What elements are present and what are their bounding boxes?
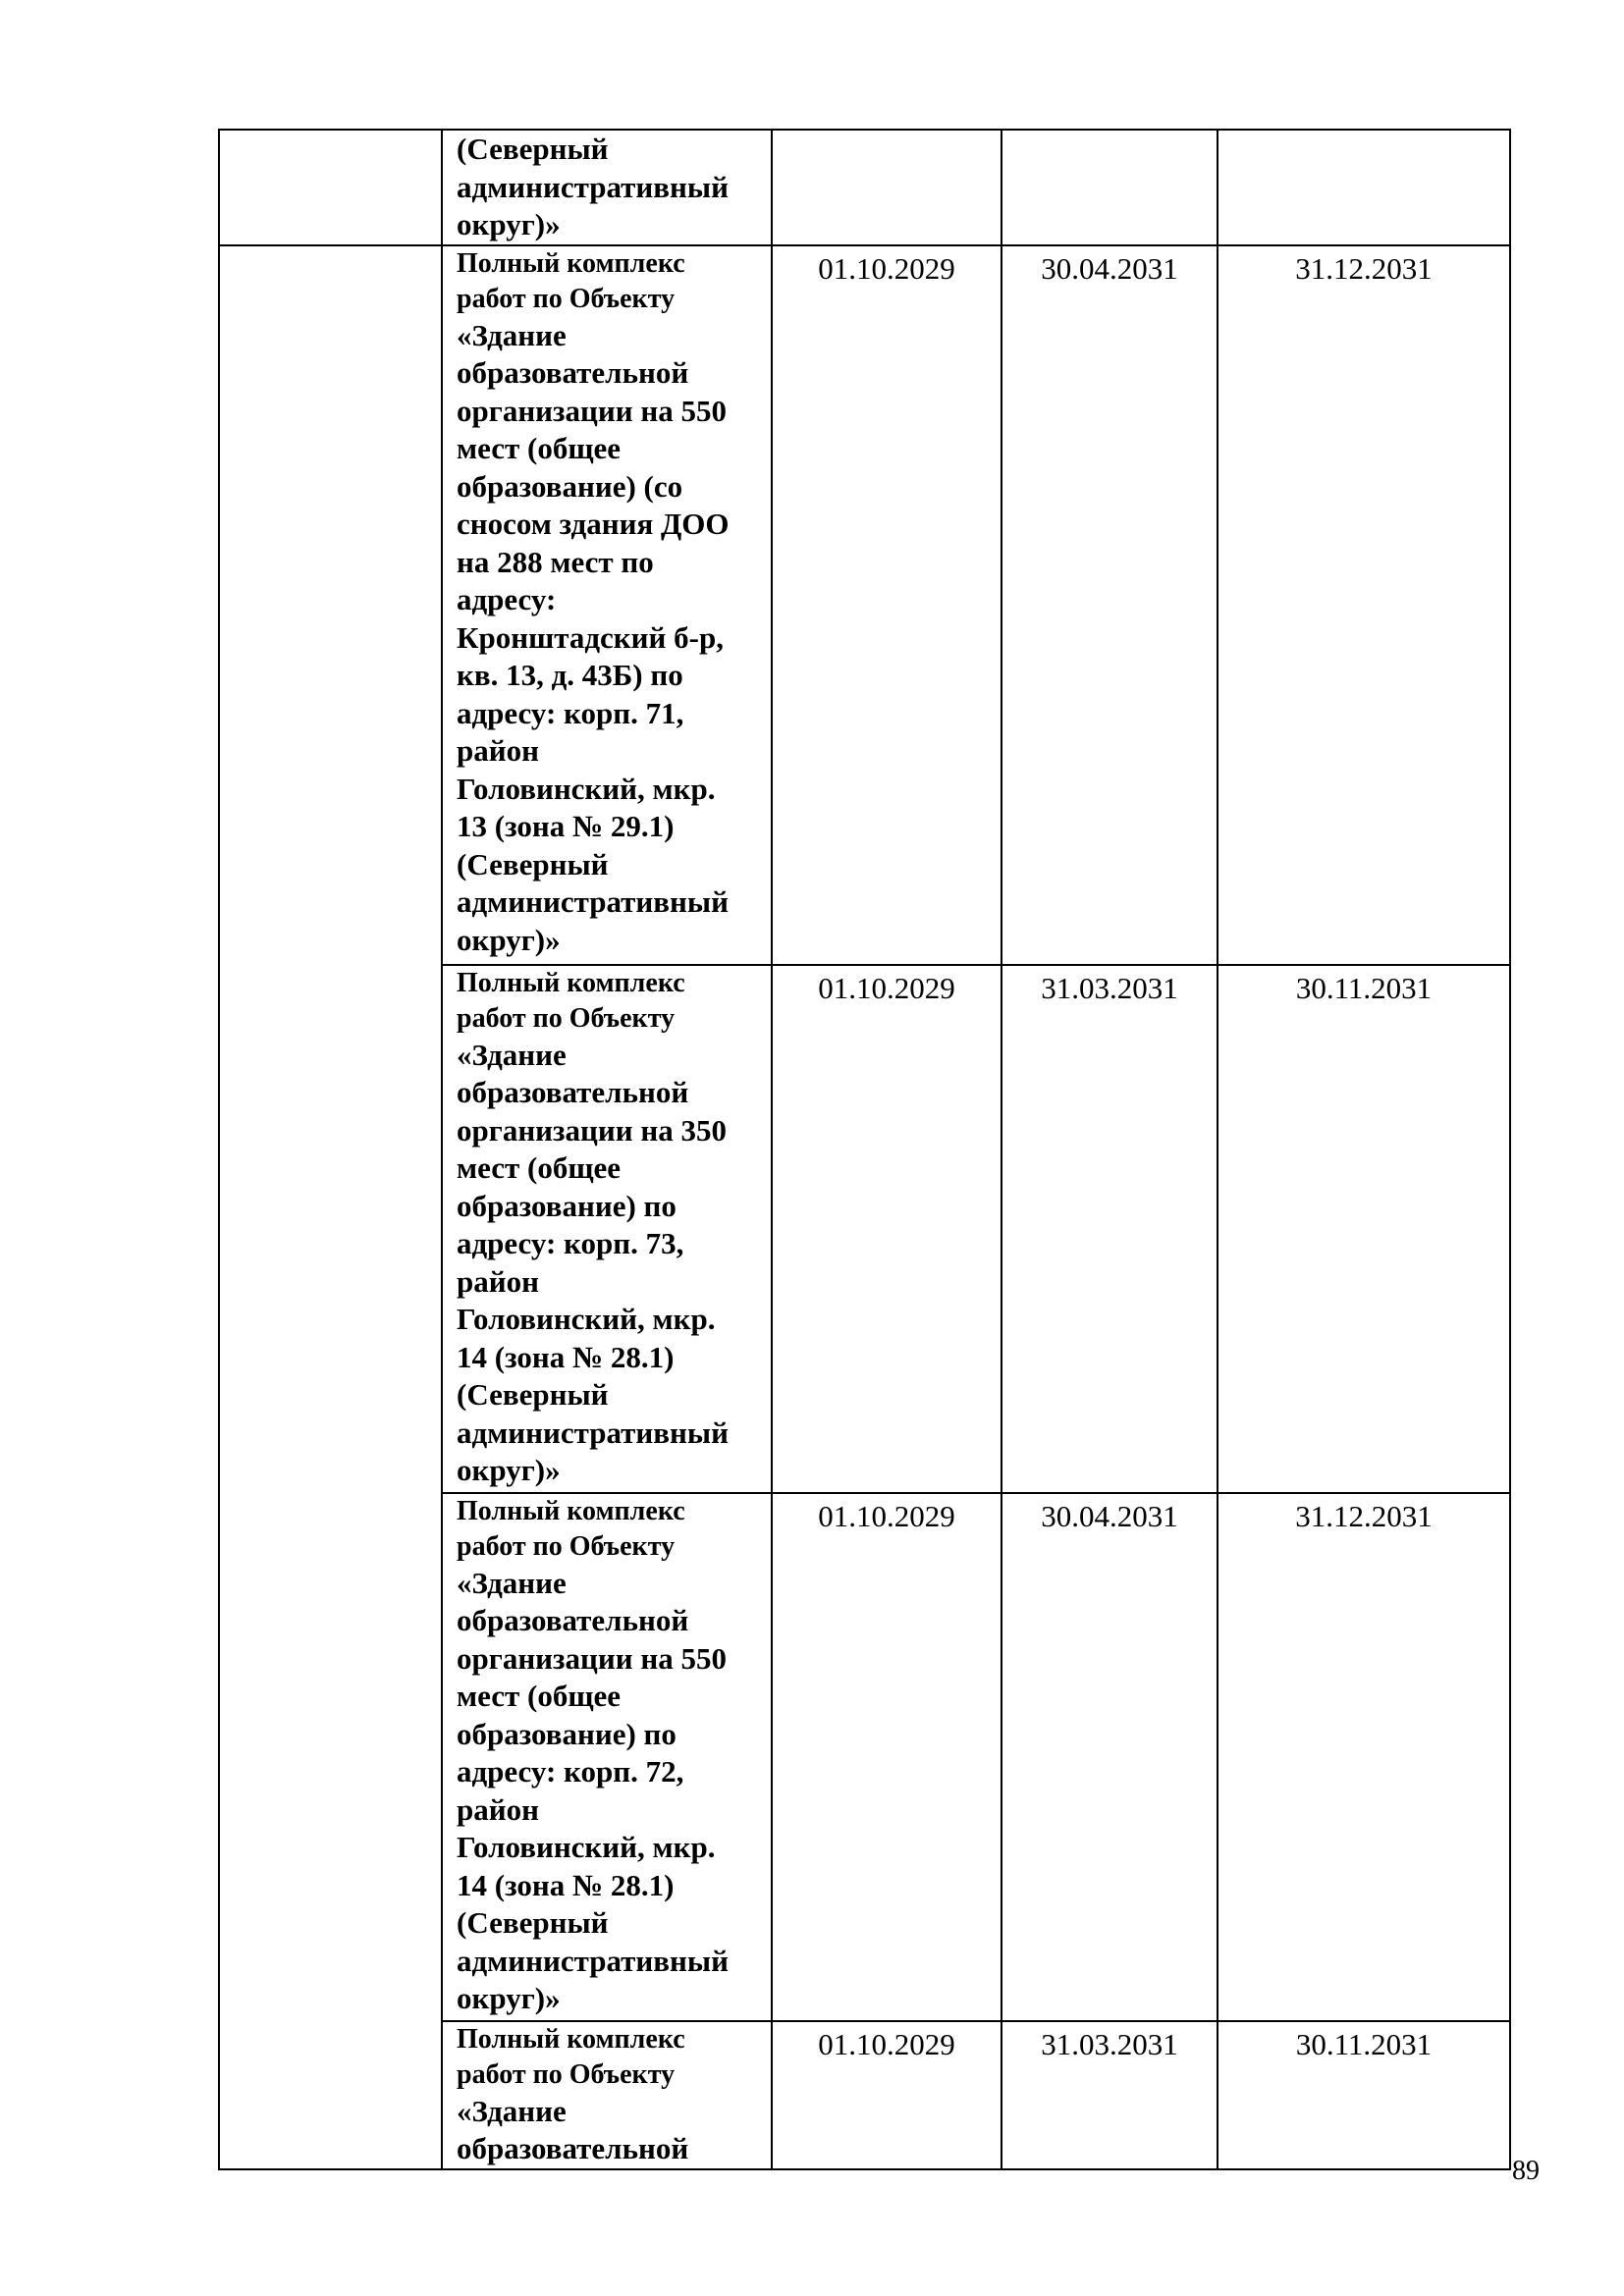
start-date-cell: [772, 2021, 1001, 2169]
end-date-cell: [1218, 245, 1510, 965]
start-date: 01.10.2029: [818, 970, 955, 1005]
schedule-table: [218, 129, 1511, 2170]
intermediate-date-cell: [1001, 1493, 1218, 2021]
description-first: Полный комплекс работ по Объекту: [457, 2023, 685, 2090]
end-date: 30.11.2031: [1295, 2026, 1433, 2061]
object-description-cell: [442, 2021, 772, 2169]
description-rest: (Северный административный округ)»: [457, 132, 729, 241]
intermediate-date-cell: [1001, 2021, 1218, 2169]
description-first: Полный комплекс работ по Объекту: [457, 247, 685, 314]
object-description-cell: [442, 130, 772, 245]
start-date-cell: [772, 1493, 1001, 2021]
empty-first-column-cell: [219, 130, 442, 245]
start-date-cell: [772, 130, 1001, 245]
start-date: 01.10.2029: [818, 250, 955, 286]
object-description-cell: [442, 245, 772, 965]
intermediate-date-cell: [1001, 965, 1218, 1493]
intermediate-date: 31.03.2031: [1041, 970, 1178, 1005]
intermediate-date: 31.03.2031: [1041, 2026, 1178, 2061]
object-description-cell: [442, 965, 772, 1493]
end-date: 31.12.2031: [1295, 250, 1433, 286]
start-date-cell: [772, 965, 1001, 1493]
end-date-cell: [1218, 130, 1510, 245]
object-description-cell: [442, 1493, 772, 2021]
intermediate-date-cell: [1001, 130, 1218, 245]
page-number: 89: [1512, 2156, 1540, 2186]
start-date: 01.10.2029: [818, 1498, 955, 1533]
start-date: 01.10.2029: [818, 2026, 955, 2061]
table-row: [219, 245, 1510, 965]
end-date: 30.11.2031: [1295, 970, 1433, 1005]
intermediate-date: 30.04.2031: [1041, 1498, 1178, 1533]
end-date-cell: [1218, 1493, 1510, 2021]
description-rest: «Здание образовательной организации на 550 мест (общее образование) (со сносом здания ДОО на 288 мест по адресу: Кронштадский б-р, кв. 13, д. 43Б) по адресу: корп. 71, район Головинский, мкр. 13 (зона № 29.1) (Северный административный округ)»: [457, 317, 730, 957]
description-rest: «Здание образовательной: [457, 2093, 689, 2165]
description-rest: «Здание образовательной организации на 550 мест (общее образование) по адресу: корп. 72, район Головинский, мкр. 14 (зона № 28.1) (Северный административный округ)»: [457, 1565, 729, 2015]
start-date-cell: [772, 245, 1001, 965]
description-rest: «Здание образовательной организации на 350 мест (общее образование) по адресу: корп. 73, район Головинский, мкр. 14 (зона № 28.1) (Северный административный округ)»: [457, 1037, 729, 1487]
intermediate-date: 30.04.2031: [1041, 250, 1178, 286]
description-first: Полный комплекс работ по Объекту: [457, 967, 685, 1034]
end-date-cell: [1218, 965, 1510, 1493]
intermediate-date-cell: [1001, 245, 1218, 965]
empty-first-column-cell: [219, 245, 442, 2169]
table-row: [219, 130, 1510, 245]
end-date: 31.12.2031: [1295, 1498, 1433, 1533]
end-date-cell: [1218, 2021, 1510, 2169]
description-first: Полный комплекс работ по Объекту: [457, 1495, 685, 1562]
